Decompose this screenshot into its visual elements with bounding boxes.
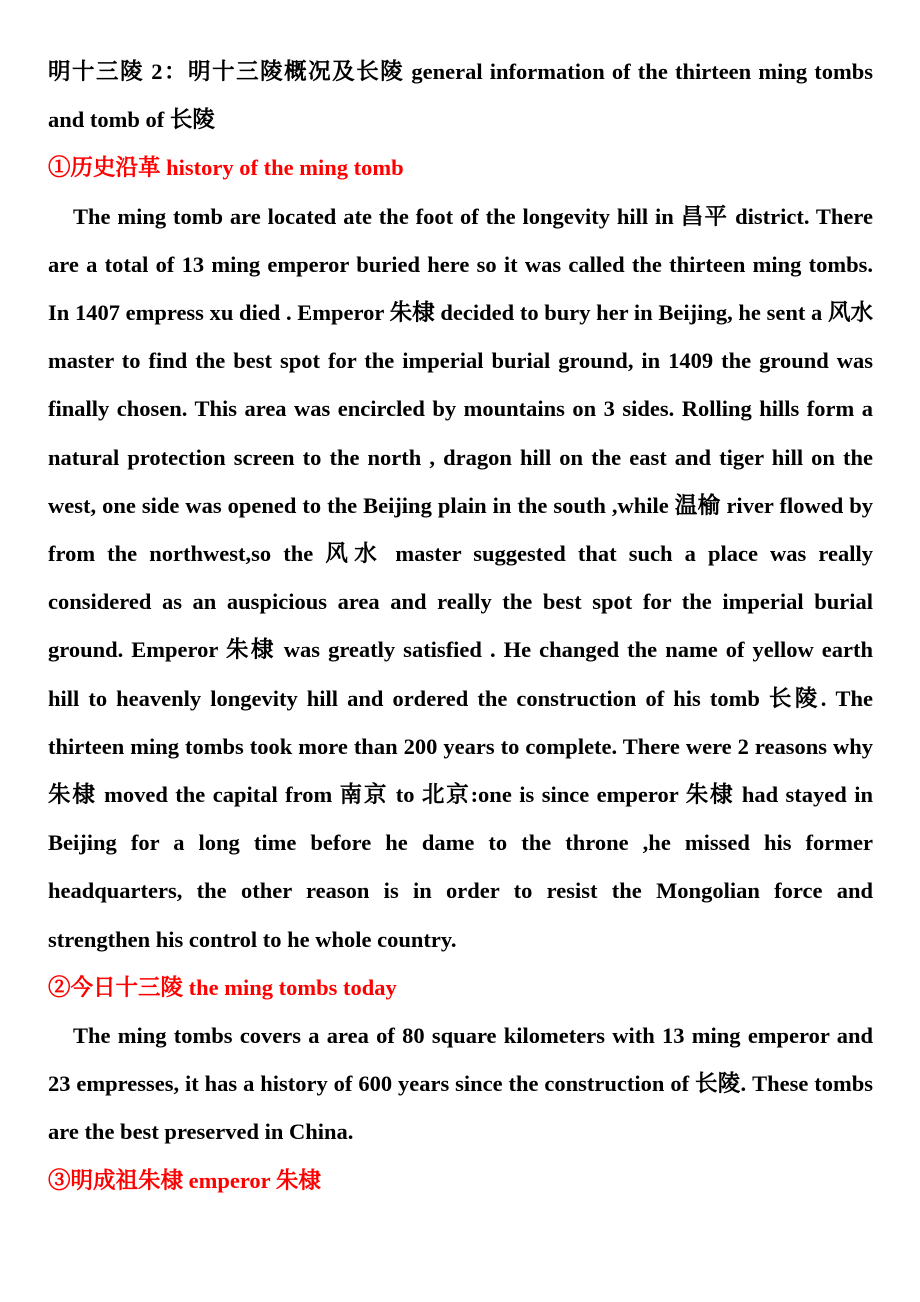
section-heading-history: ①历史沿革 history of the ming tomb	[48, 155, 404, 181]
section-heading-today: ②今日十三陵 the ming tombs today	[48, 974, 397, 1000]
section-heading-emperor: ③明成祖朱棣 emperor 朱棣	[48, 1167, 321, 1193]
document-title: 明十三陵 2：明十三陵概况及长陵 general information of the thirteen ming tombs and tomb of 长陵	[48, 59, 873, 133]
section-body-history: The ming tomb are located ate the foot of the longevity hill in 昌平 district. There are a total of 13 ming emperor buried here so it was called the thirteen ming tombs. In 1407 empress xu died . Emperor 朱棣 decided to bury her in Beijing, he sent a 风水 master to find the best spot for the imperial burial ground, in 1409 the ground was finally chosen. This area was encircled by mountains on 3 sides. Rolling hills form a natural protection screen to the north , dragon hill on the east and tiger hill on the west, one side was opened to the Beijing plain in the south ,while 温榆 river flowed by from the northwest,so the 风水 master suggested that such a place was really considered as an auspicious area and really the best spot for the imperial burial ground. Emperor 朱棣 was greatly satisfied . He changed the name of yellow earth hill to heavenly longevity hill and ordered the construction of his tomb 长陵. The thirteen ming tombs took more than 200 years to complete. There were 2 reasons why 朱棣 moved the capital from 南京 to 北京:one is since emperor 朱棣 had stayed in Beijing for a long time before he dame to the throne ,he missed his former headquarters, the other reason is in order to resist the Mongolian force and strengthen his control to he whole country.	[48, 203, 873, 952]
document-page	[48, 48, 873, 1205]
section-body-today: The ming tombs covers a area of 80 square kilometers with 13 ming emperor and 23 empresses, it has a history of 600 years since the construction of 长陵. These tombs are the best preserved in China.	[48, 1023, 873, 1145]
